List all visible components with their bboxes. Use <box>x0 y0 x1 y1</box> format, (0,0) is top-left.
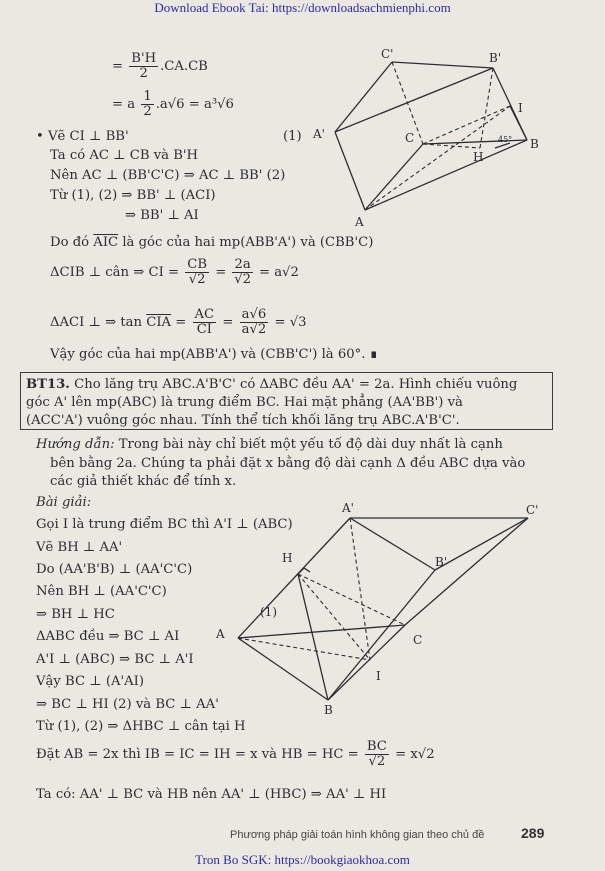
fig1-edge-ab <box>335 68 493 132</box>
guide-line-1 <box>36 436 503 453</box>
exercise-label: BT13. <box>26 377 70 392</box>
ci-frac-2 <box>232 258 252 287</box>
fig2-label-b1: B' <box>435 555 448 569</box>
fig1-label-i: I <box>518 101 523 115</box>
prism-figure-1 <box>305 48 555 228</box>
exercise-line-3: (ACC'A') vuông góc nhau. Tính thể tích khối lăng trụ ABC.A'B'C'. <box>26 413 460 428</box>
fig1-dash-ai <box>365 106 513 210</box>
solution-step-1: Gọi I là trung điểm BC thì A'I ⊥ (ABC) <box>36 517 293 532</box>
step-bb-aci: Từ (1), (2) ⇒ BB' ⊥ (ACI) <box>50 188 216 203</box>
fig1-label-b1: B' <box>489 51 502 65</box>
prism-figure-2 <box>210 500 555 720</box>
ci-frac-2-den: √2 <box>234 272 252 287</box>
fig2-edge-b1c1 <box>435 518 528 570</box>
fig1-label-h: H <box>473 150 484 164</box>
solution-step-3: Do (AA'B'B) ⊥ (AA'C'C) <box>36 562 193 577</box>
fig1-edge-a1c1 <box>365 144 423 210</box>
fig1-label-c: C <box>405 131 415 145</box>
exercise-line-2: góc A' lên mp(ABC) là trung điểm BC. Hai mặt phẳng (AA'BB') và <box>26 395 463 410</box>
fig2-label-a1: A' <box>342 501 354 515</box>
fig1-edge-ac <box>335 62 392 132</box>
s11-prefix: Đặt AB = 2x thì IB = IC = IH = x và HB = HC = <box>36 747 359 762</box>
tan-frac-1-den: CI <box>196 322 212 337</box>
ci-frac-2-num: 2a <box>234 257 251 272</box>
solution-step-12: Ta có: AA' ⊥ BC và HB nên AA' ⊥ (HBC) ⇒ AA' ⊥ HI <box>36 787 387 802</box>
fig1-label-c1: C' <box>381 48 394 61</box>
angle-prefix: Do đó <box>50 235 90 250</box>
fig1-dash-ci <box>423 106 513 144</box>
fig2-edge-ab <box>238 638 328 700</box>
step-ac-bb: Nên AC ⊥ (BB'C'C) ⇒ AC ⊥ BB' (2) <box>50 168 286 183</box>
exercise-line-1 <box>26 376 517 393</box>
tan-eq-1: = <box>175 315 187 330</box>
guide-text-1: Trong bài này chỉ biết một yếu tố độ dài duy nhất là cạnh <box>118 437 503 452</box>
tan-prefix: ΔACI ⊥ ⇒ tan <box>50 315 143 330</box>
fig2-label-1: (1) <box>260 605 277 619</box>
footer-link[interactable]: Tron Bo SGK: https://bookgiaokhoa.com <box>195 852 410 867</box>
step-ci-length <box>50 258 299 287</box>
fig2-edge-a1b1 <box>350 518 435 570</box>
ci-frac-1 <box>185 258 209 287</box>
eq1-den: 2 <box>139 66 148 81</box>
solution-step-11 <box>36 740 435 769</box>
eq2-lhs: = a <box>112 97 136 112</box>
fig1-edge-a1b1 <box>365 140 527 210</box>
solution-title: Bài giải: <box>36 495 92 510</box>
solution-step-8: Vậy BC ⊥ (A'AI) <box>36 674 145 689</box>
solution-step-5: ⇒ BH ⊥ HC <box>36 607 115 622</box>
solution-step-6: ΔABC đều ⇒ BC ⊥ AI <box>36 629 180 644</box>
angle-cia: $\overline{CIA}$ <box>146 315 172 330</box>
step-ac-cb: Ta có AC ⊥ CB và B'H <box>50 148 199 163</box>
step-angle-aic <box>50 234 373 251</box>
fig1-label-angle: 45° <box>498 135 513 144</box>
fig1-edge-cb <box>392 62 493 68</box>
fig1-edge-aa <box>335 132 365 210</box>
eq2-num: 1 <box>143 89 152 104</box>
equation-line-1 <box>112 52 208 81</box>
fig2-label-c1: C' <box>526 503 539 517</box>
ci-frac-1-den: √2 <box>188 272 206 287</box>
eq2-den: 2 <box>143 104 152 119</box>
guide-line-3: các giả thiết khác để tính x. <box>50 474 237 489</box>
solution-step-9: ⇒ BC ⊥ HI (2) và BC ⊥ AA' <box>36 697 219 712</box>
fig2-label-b: B <box>324 703 333 717</box>
fig2-label-h: H <box>282 551 293 565</box>
fig2-edge-aa <box>238 518 350 638</box>
tan-frac-2-num: a√6 <box>241 307 267 322</box>
fig1-dash-hb <box>480 68 493 148</box>
tan-frac-1-num: AC <box>194 307 215 322</box>
s11-fraction <box>365 740 389 769</box>
eq1-lhs: = <box>112 59 124 74</box>
header-download-link[interactable]: Download Ebook Tai: https://downloadsachmienphi.com <box>154 0 451 15</box>
fig2-dash-a1i <box>350 518 370 660</box>
guide-line-2: bên bằng 2a. Chúng ta phải đặt x bằng độ dài cạnh Δ đều ABC dựa vào <box>50 456 526 471</box>
equation-line-2 <box>112 90 234 119</box>
fig1-label-b: B <box>530 137 539 151</box>
solution-step-4: Nên BH ⊥ (AA'C'C) <box>36 584 167 599</box>
angle-suffix: là góc của hai mp(ABB'A') và (CBB'C) <box>122 235 374 250</box>
solution-step-10: Từ (1), (2) ⇒ ΔHBC ⊥ cân tại H <box>36 719 246 734</box>
solution-step-7: A'I ⊥ (ABC) ⇒ BC ⊥ A'I <box>36 652 194 667</box>
tan-result: = √3 <box>274 315 307 330</box>
fig2-dash-hc <box>298 574 405 625</box>
step-tag-1: (1) <box>283 129 302 144</box>
fig2-dash-ai <box>238 638 370 660</box>
fig2-edge-hb <box>298 574 328 700</box>
step-conclusion: Vậy góc của hai mp(ABB'A') và (CBB'C') là 60°. ∎ <box>50 347 379 362</box>
guide-title: Hướng dẫn: <box>36 437 115 452</box>
tan-eq-2: = <box>222 315 234 330</box>
tan-frac-1 <box>193 308 217 337</box>
exercise-text-1: Cho lăng trụ ABC.A'B'C' có ΔABC đều AA' = 2a. Hình chiếu vuông <box>74 377 518 392</box>
s11-den: √2 <box>368 754 386 769</box>
ci-frac-1-num: CB <box>187 257 208 272</box>
footer-caption: Phương pháp giải toán hình không gian theo chủ đề <box>230 829 485 841</box>
tan-frac-2-den: a√2 <box>241 322 267 337</box>
fig1-label-a1: A' <box>313 127 325 141</box>
angle-aic: $\overline{AIC}$ <box>93 235 119 250</box>
page-number: 289 <box>521 825 545 841</box>
ci-result: = a√2 <box>258 265 299 280</box>
eq1-rhs: .CA.CB <box>160 59 208 74</box>
eq1-num: B'H <box>131 51 157 66</box>
step-draw-ci: • Vẽ CI ⊥ BB' <box>36 129 129 144</box>
ci-prefix: ΔCIB ⊥ cân ⇒ CI = <box>50 265 180 280</box>
fig2-label-c: C <box>413 633 423 647</box>
step-bb-ai: ⇒ BB' ⊥ AI <box>125 208 199 223</box>
s11-result: = x√2 <box>395 747 435 762</box>
fig2-label-a: A <box>216 627 225 641</box>
tan-frac-2 <box>240 308 269 337</box>
eq2-fraction <box>141 90 153 119</box>
fig2-edge-cc1 <box>405 518 528 625</box>
step-tan-cia <box>50 308 307 337</box>
fig2-label-i: I <box>376 669 381 683</box>
eq2-rhs: .a√6 = a³√6 <box>155 97 234 112</box>
s11-num: BC <box>366 739 387 754</box>
fig1-label-a: A <box>355 215 364 228</box>
eq1-fraction <box>129 52 158 81</box>
ci-eq: = <box>215 265 227 280</box>
solution-step-2: Vẽ BH ⊥ AA' <box>36 540 123 555</box>
